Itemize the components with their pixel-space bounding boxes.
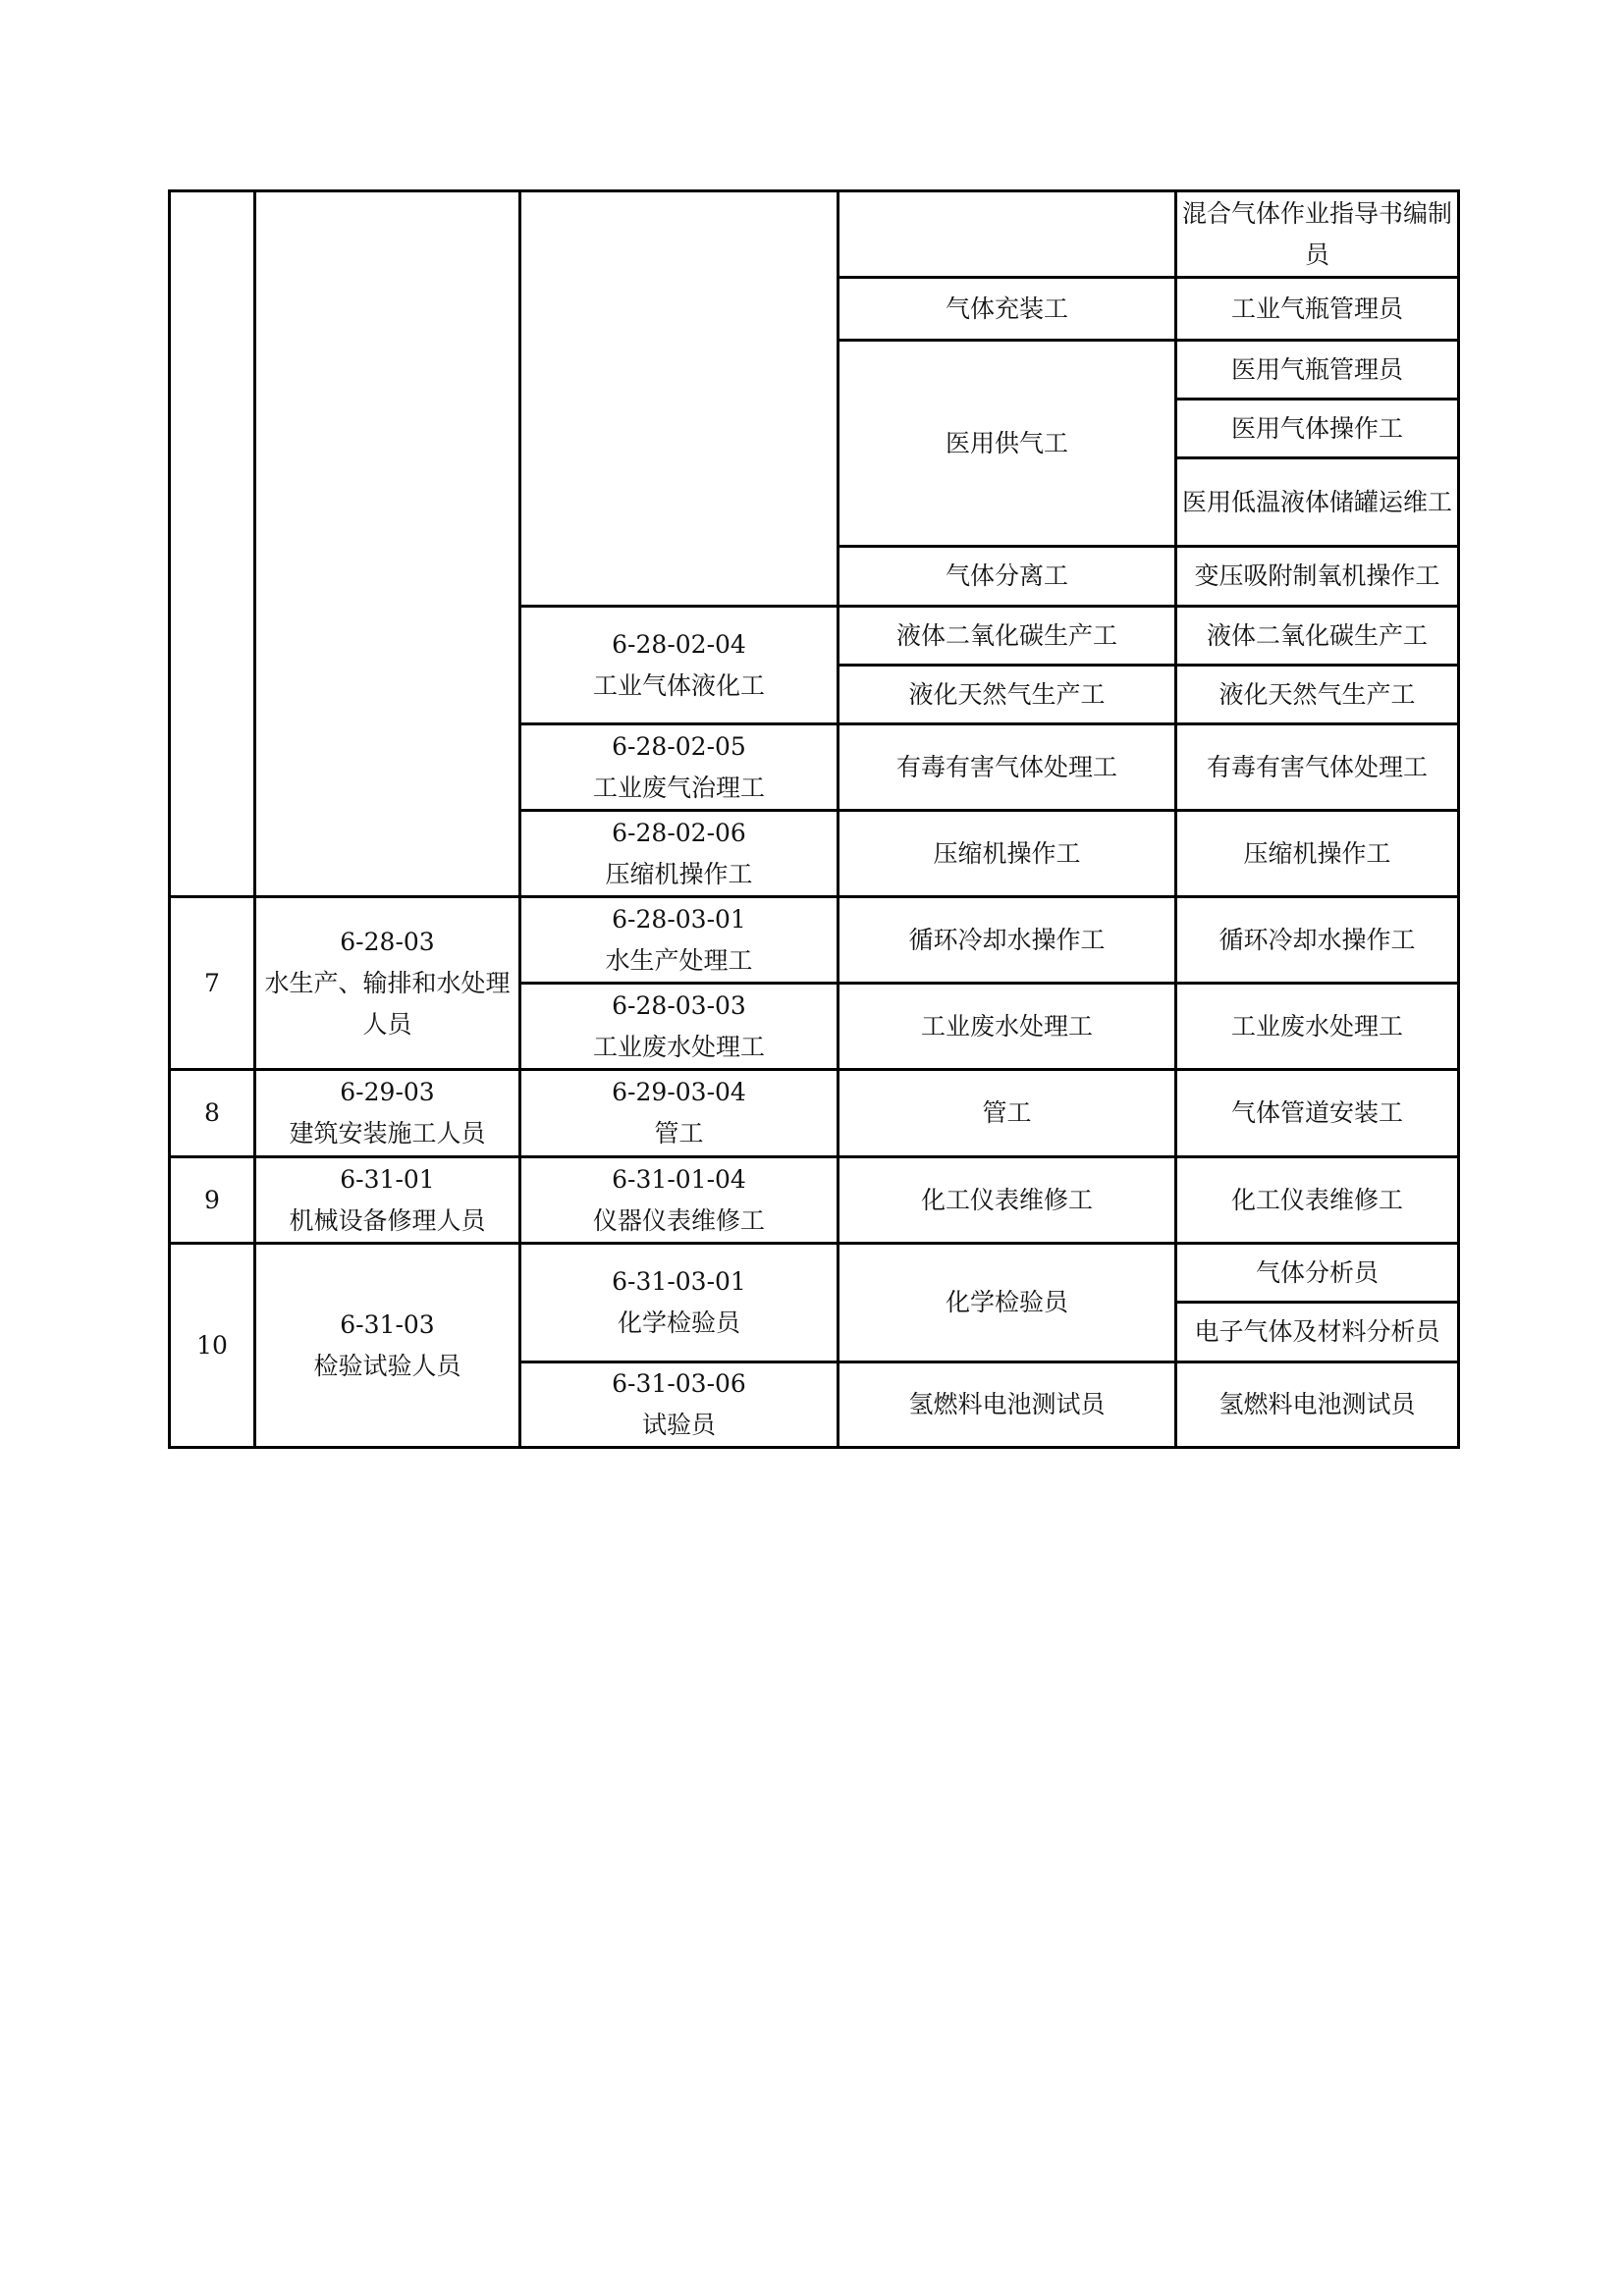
cell-work: 化学检验员	[839, 1244, 1176, 1362]
subgroup-name: 工业气体液化工	[592, 670, 765, 700]
cell-subgroup	[520, 607, 839, 724]
cell-work: 气体充装工	[839, 278, 1176, 341]
subgroup-code: 6-28-02-06	[612, 818, 746, 847]
cell-job: 工业废水处理工	[1176, 984, 1459, 1070]
cell-group	[255, 1070, 520, 1157]
table-row	[170, 191, 1459, 278]
group-name: 检验试验人员	[313, 1351, 461, 1380]
cell-no-empty	[170, 191, 255, 897]
cell-job: 压缩机操作工	[1176, 811, 1459, 897]
cell-work: 氢燃料电池测试员	[839, 1362, 1176, 1448]
subgroup-name: 试验员	[641, 1411, 716, 1439]
table-row	[170, 897, 1459, 984]
subgroup-name: 化学检验员	[617, 1308, 740, 1337]
cell-job: 医用低温液体储罐运维工	[1176, 458, 1459, 547]
cell-job: 循环冷却水操作工	[1176, 897, 1459, 984]
cell-job: 化工仪表维修工	[1176, 1157, 1459, 1244]
subgroup-code: 6-31-03-06	[612, 1369, 746, 1398]
table-row	[170, 1157, 1459, 1244]
cell-job: 混合气体作业指导书编制员	[1176, 191, 1459, 278]
cell-no: 9	[170, 1157, 255, 1244]
cell-job: 有毒有害气体处理工	[1176, 724, 1459, 811]
cell-job: 工业气瓶管理员	[1176, 278, 1459, 341]
group-code: 6-29-03	[340, 1078, 435, 1106]
cell-group	[255, 1157, 520, 1244]
subgroup-name: 工业废水处理工	[592, 1032, 765, 1061]
cell-work: 液体二氧化碳生产工	[839, 607, 1176, 666]
group-code: 6-28-03	[340, 927, 435, 956]
cell-no: 8	[170, 1070, 255, 1157]
cell-subgroup	[520, 1362, 839, 1448]
cell-job: 氢燃料电池测试员	[1176, 1362, 1459, 1448]
cell-subgroup	[520, 1157, 839, 1244]
cell-work: 医用供气工	[839, 341, 1176, 547]
subgroup-code: 6-28-03-03	[612, 990, 746, 1020]
table-row	[170, 1070, 1459, 1157]
cell-subgroup	[520, 811, 839, 897]
cell-work: 循环冷却水操作工	[839, 897, 1176, 984]
cell-work: 液化天然气生产工	[839, 666, 1176, 724]
cell-subgroup	[520, 1244, 839, 1362]
cell-subgroup	[520, 1070, 839, 1157]
cell-job: 电子气体及材料分析员	[1176, 1303, 1459, 1362]
cell-subgroup	[520, 984, 839, 1070]
cell-no: 7	[170, 897, 255, 1070]
subgroup-name: 管工	[654, 1119, 704, 1148]
cell-subgroup	[520, 724, 839, 811]
cell-work: 压缩机操作工	[839, 811, 1176, 897]
cell-group	[255, 1244, 520, 1448]
subgroup-code: 6-31-03-01	[612, 1267, 746, 1296]
cell-job: 医用气体操作工	[1176, 400, 1459, 458]
subgroup-name: 仪器仪表维修工	[592, 1205, 765, 1235]
subgroup-name: 工业废气治理工	[592, 773, 765, 802]
subgroup-code: 6-29-03-04	[612, 1078, 746, 1106]
cell-job: 液体二氧化碳生产工	[1176, 607, 1459, 666]
cell-job: 气体分析员	[1176, 1244, 1459, 1303]
group-name: 机械设备修理人员	[289, 1205, 486, 1235]
occupation-table	[168, 189, 1460, 1449]
cell-work-empty	[839, 191, 1176, 278]
subgroup-code: 6-31-01-04	[612, 1164, 746, 1194]
subgroup-name: 水生产处理工	[605, 945, 753, 975]
group-code: 6-31-03	[340, 1309, 435, 1339]
cell-job: 医用气瓶管理员	[1176, 341, 1459, 400]
subgroup-code: 6-28-03-01	[612, 904, 746, 934]
cell-group	[255, 897, 520, 1070]
cell-group-empty	[255, 191, 520, 897]
cell-job: 液化天然气生产工	[1176, 666, 1459, 724]
subgroup-code: 6-28-02-05	[612, 731, 746, 761]
table-row	[170, 1244, 1459, 1303]
cell-work: 工业废水处理工	[839, 984, 1176, 1070]
group-code: 6-31-01	[340, 1164, 435, 1194]
cell-job: 气体管道安装工	[1176, 1070, 1459, 1157]
subgroup-name: 压缩机操作工	[605, 859, 753, 888]
cell-subgroup	[520, 897, 839, 984]
cell-work: 管工	[839, 1070, 1176, 1157]
group-name: 水生产、输排和水处理人员	[264, 968, 511, 1039]
cell-work: 有毒有害气体处理工	[839, 724, 1176, 811]
cell-work: 气体分离工	[839, 547, 1176, 607]
group-name: 建筑安装施工人员	[289, 1119, 486, 1148]
subgroup-code: 6-28-02-04	[612, 629, 746, 659]
cell-job: 变压吸附制氧机操作工	[1176, 547, 1459, 607]
cell-no: 10	[170, 1244, 255, 1448]
cell-work: 化工仪表维修工	[839, 1157, 1176, 1244]
cell-subgroup-empty	[520, 191, 839, 607]
